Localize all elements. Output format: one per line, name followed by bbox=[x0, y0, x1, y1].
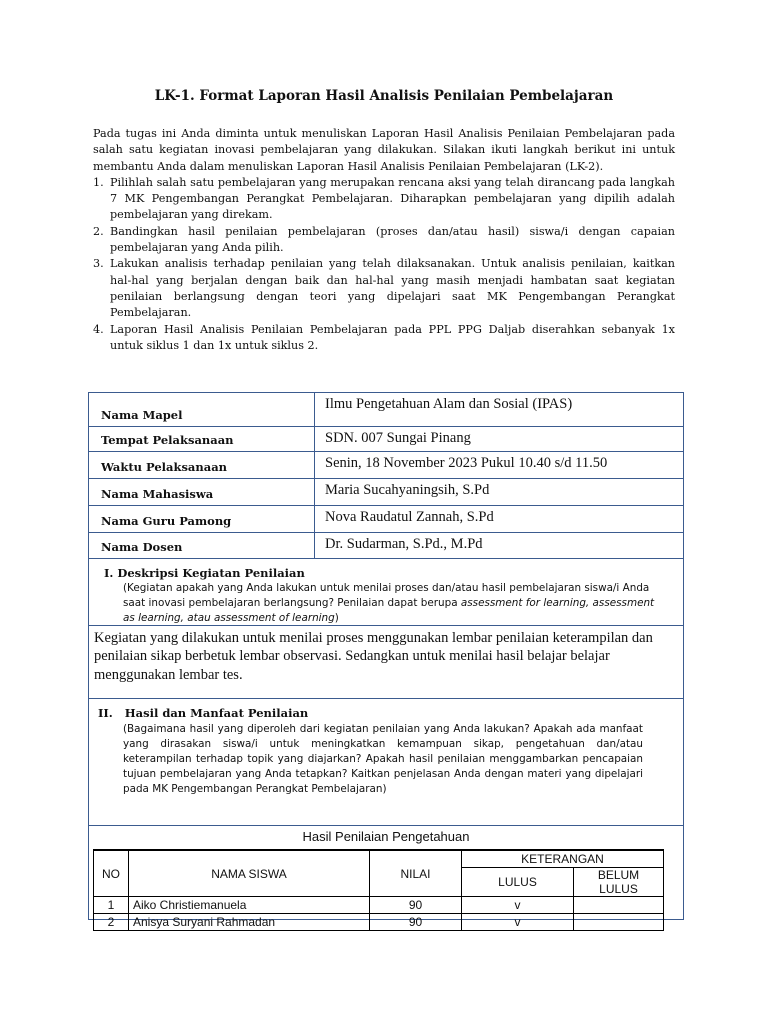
section-1-answer: Kegiatan yang dilakukan untuk menilai proses menggunakan lembar penilaian keterampilan dan penilaian sikap berbetuk lembar observasi. Sedangkan untuk menilai hasil belajar belajar menggunakan lembar tes. bbox=[94, 630, 653, 683]
field-label: Waktu Pelaksanaan bbox=[101, 460, 228, 474]
results-table bbox=[93, 849, 664, 931]
field-value: Ilmu Pengetahuan Alam dan Sosial (IPAS) bbox=[325, 396, 573, 412]
field-row-mahasiswa bbox=[89, 479, 683, 506]
field-value: Maria Sucahyaningsih, S.Pd bbox=[325, 482, 490, 498]
field-row-waktu bbox=[89, 452, 683, 479]
field-row-mapel bbox=[89, 393, 683, 427]
steps-list bbox=[93, 175, 675, 354]
section-1-note: (Kegiatan apakah yang Anda lakukan untuk menilai proses dan/atau hasil pembelajaran siswa/i Anda saat inovasi pembelajaran berlangsung? Penilaian dapat berupa assessment for learning, assessment as learning, atau assessment of learning) bbox=[123, 582, 655, 624]
document-title: LK-1. Format Laporan Hasil Analisis Penilaian Pembelajaran bbox=[154, 88, 614, 104]
field-label: Tempat Pelaksanaan bbox=[101, 433, 234, 447]
step-item: 1. Pilihlah salah satu pembelajaran yang merupakan rencana aksi yang telah dirancang pada langkah 7 MK Pengembangan Perangkat Pembelajaran. Diharapkan pembelajaran yang dipilih adalah pembelajaran yang direkam. bbox=[93, 175, 675, 222]
results-table-title: Hasil Penilaian Pengetahuan bbox=[302, 829, 470, 844]
field-row-guru-pamong bbox=[89, 506, 683, 533]
field-label: Nama Mapel bbox=[101, 408, 183, 422]
section-2-box bbox=[89, 699, 683, 826]
intro-paragraph: Pada tugas ini Anda diminta untuk menuliskan Laporan Hasil Analisis Penilaian Pembelajaran pada salah satu kegiatan inovasi pembelajaran yang dilakukan. Silakan ikuti langkah berikut ini untuk membantu Anda dalam menuliskan Laporan Hasil Analisis Penilaian Pembelajaran (LK-2). bbox=[93, 127, 675, 173]
field-value: Dr. Sudarman, S.Pd., M.Pd bbox=[325, 536, 483, 552]
section-2-heading: II. Hasil dan Manfaat Penilaian bbox=[98, 706, 309, 720]
field-value: Senin, 18 November 2023 Pukul 10.40 s/d 11.50 bbox=[325, 455, 608, 471]
table-row: 2 Anisya Suryani Rahmadan 90 v bbox=[94, 914, 664, 931]
field-value: SDN. 007 Sungai Pinang bbox=[325, 430, 471, 446]
col-header-no: NO bbox=[94, 850, 129, 897]
field-row-dosen bbox=[89, 533, 683, 559]
field-row-tempat bbox=[89, 427, 683, 452]
col-header-fail: BELUM LULUS bbox=[574, 868, 664, 897]
section-1-heading: I. Deskripsi Kegiatan Penilaian bbox=[104, 566, 305, 580]
step-item: 4. Laporan Hasil Analisis Penilaian Pembelajaran pada PPL PPG Daljab diserahkan sebanyak 1x untuk siklus 1 dan 1x untuk siklus 2. bbox=[93, 322, 675, 352]
table-row: 1 Aiko Christiemanuela 90 v bbox=[94, 897, 664, 914]
field-label: Nama Dosen bbox=[101, 540, 183, 554]
col-header-pass: LULUS bbox=[462, 868, 574, 897]
field-label: Nama Guru Pamong bbox=[101, 514, 232, 528]
section-1-answer-box bbox=[89, 626, 683, 699]
step-item: 3. Lakukan analisis terhadap penilaian yang telah dilaksanakan. Untuk analisis penilaian, kaitkan hal-hal yang berjalan dengan baik dan hal-hal yang masih menjadi hambatan saat kegiatan penilaian berlangsung dengan teori yang dipelajari saat MK Pengembangan Perangkat Pembelajaran. bbox=[93, 257, 675, 320]
report-form bbox=[88, 392, 684, 929]
field-value: Nova Raudatul Zannah, S.Pd bbox=[325, 509, 494, 525]
col-header-note: KETERANGAN bbox=[462, 850, 664, 868]
section-1-box bbox=[89, 559, 683, 626]
instructions bbox=[93, 126, 675, 354]
step-item: 2. Bandingkan hasil penilaian pembelajaran (proses dan/atau hasil) siswa/i dengan capaian pembelajaran yang Anda pilih. bbox=[93, 224, 675, 255]
col-header-name: NAMA SISWA bbox=[129, 850, 370, 897]
col-header-score: NILAI bbox=[370, 850, 462, 897]
section-2-note: (Bagaimana hasil yang diperoleh dari kegiatan penilaian yang Anda lakukan? Apakah ada manfaat yang dirasakan siswa/i untuk meningkatkan kemampuan sikap, pengetahuan dan/atau keterampilan terhadap topik yang diajarkan? Apakah hasil penilaian menggambarkan pencapaian tujuan pembelajaran yang Anda tetapkan? Kaitkan penjelasan Anda dengan materi yang dipelajari pada MK Pengembangan Perangkat Pembelajaran) bbox=[123, 723, 643, 795]
field-label: Nama Mahasiswa bbox=[101, 487, 214, 501]
